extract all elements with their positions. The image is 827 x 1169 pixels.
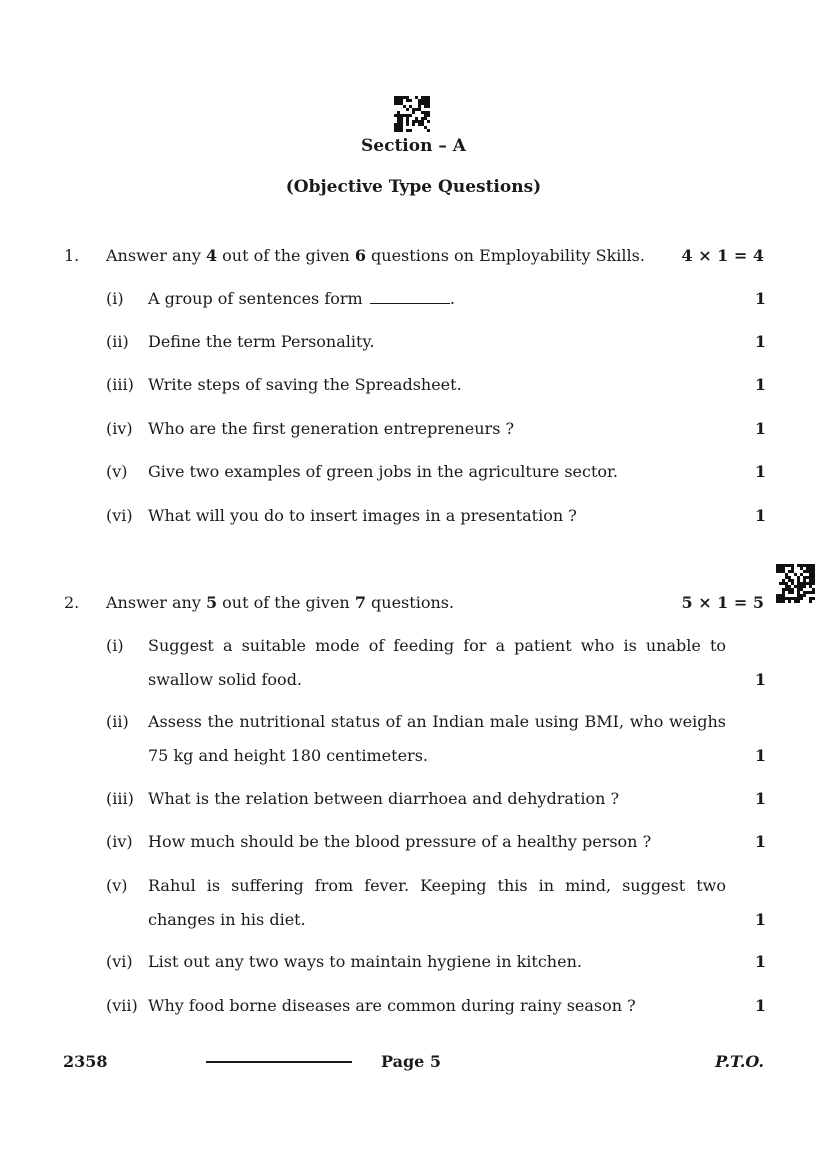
answer-blank [370, 289, 450, 304]
question-1-marks: 4 × 1 = 4 [681, 246, 764, 265]
item-number: (vii) [106, 996, 138, 1015]
item-mark: 1 [754, 670, 766, 689]
item-number: (v) [106, 462, 128, 481]
paper-code: 2358 [63, 1052, 108, 1071]
item-mark: 1 [754, 332, 766, 351]
section-subtitle: (Objective Type Questions) [285, 177, 542, 197]
item-text: List out any two ways to maintain hygiene in kitchen. [148, 952, 582, 971]
item-number: (i) [106, 636, 124, 655]
question-2-number: 2. [64, 593, 80, 612]
page-number: Page 5 [381, 1052, 442, 1071]
question-2-instruction: Answer any 5 out of the given 7 questions. [106, 593, 455, 612]
item-mark: 1 [754, 289, 766, 308]
qr-code-icon [394, 96, 430, 132]
item-mark: 1 [754, 910, 766, 929]
item-text: Who are the first generation entrepreneurs ? [148, 419, 515, 438]
item-mark: 1 [754, 832, 766, 851]
question-1-number: 1. [64, 246, 80, 265]
item-number: (vi) [106, 506, 133, 525]
item-mark: 1 [754, 789, 766, 808]
item-text: What will you do to insert images in a presentation ? [148, 506, 577, 525]
item-text: Rahul is suffering from fever. Keeping this in mind, suggest two changes in his diet. [148, 876, 726, 929]
item-text: Assess the nutritional status of an Indian male using BMI, who weighs 75 kg and height 180 centimeters. [148, 712, 726, 765]
section-title: Section – A [361, 136, 466, 156]
item-text: What is the relation between diarrhoea and dehydration ? [148, 789, 620, 808]
item-mark: 1 [754, 952, 766, 971]
question-1-instruction: Answer any 4 out of the given 6 questions on Employability Skills. [106, 246, 645, 265]
item-number: (iii) [106, 375, 134, 394]
item-number: (ii) [106, 332, 129, 351]
item-text: Give two examples of green jobs in the agriculture sector. [148, 462, 618, 481]
item-number: (vi) [106, 952, 133, 971]
item-number: (v) [106, 876, 128, 895]
item-number: (ii) [106, 712, 129, 731]
item-mark: 1 [754, 996, 766, 1015]
item-mark: 1 [754, 462, 766, 481]
item-text: How much should be the blood pressure of a healthy person ? [148, 832, 652, 851]
item-mark: 1 [754, 419, 766, 438]
item-number: (iv) [106, 832, 133, 851]
side-qr-code-icon [776, 564, 816, 604]
item-mark: 1 [754, 506, 766, 525]
question-2-marks: 5 × 1 = 5 [681, 593, 764, 612]
item-number: (iii) [106, 789, 134, 808]
item-text: Define the term Personality. [148, 332, 375, 351]
item-mark: 1 [754, 746, 766, 765]
item-text: Why food borne diseases are common during rainy season ? [148, 996, 636, 1015]
item-text: Write steps of saving the Spreadsheet. [148, 375, 462, 394]
item-text: Suggest a suitable mode of feeding for a patient who is unable to swallow solid food. [148, 636, 726, 689]
please-turn-over: P.T.O. [715, 1052, 764, 1071]
item-number: (iv) [106, 419, 133, 438]
item-number: (i) [106, 289, 124, 308]
item-mark: 1 [754, 375, 766, 394]
item-text: A group of sentences form . [148, 289, 455, 308]
footer-divider [206, 1061, 352, 1063]
